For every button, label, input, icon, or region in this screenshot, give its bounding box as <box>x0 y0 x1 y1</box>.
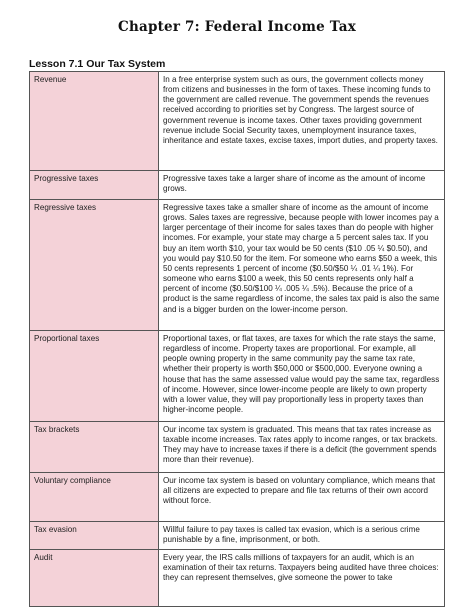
definition-text: Every year, the IRS calls millions of taxpayers for an audit, which is an examination of their tax returns. Taxpayers being audited have three choices: they can represent themselves, give someone the power to take <box>163 553 439 583</box>
definition-text: Willful failure to pay taxes is called tax evasion, which is a serious crime punishable by a fine, imprisonment, or both. <box>163 525 420 545</box>
table-row <box>30 422 445 473</box>
term-cell: Proportional taxes <box>30 331 159 422</box>
definition-cell <box>159 473 445 522</box>
definition-text: Our income tax system is based on voluntary compliance, which means that all citizens are expected to prepare and file tax returns of their own accord without force. <box>163 476 436 506</box>
table-row <box>30 473 445 522</box>
definition-cell <box>159 200 445 331</box>
table-row <box>30 72 445 171</box>
term-cell: Revenue <box>30 72 159 171</box>
term-cell: Audit <box>30 550 159 607</box>
definition-cell <box>159 72 445 171</box>
table-row <box>30 550 445 607</box>
definition-text: Regressive taxes take a smaller share of income as the amount of income grows. Sales taxes are regressive, because people with lower incomes pay a larger percentage of their income for sales taxes than do people with higher incomes. For example, your state may charge a 5 percent sales tax. If you buy an item worth $10, your tax would be 50 cents ($10 .05 ¼ $0.50), and you would pay $10.50 for the item. For someone who earns $50 a week, this 50 cents represents 1 percent of income ($0.50/$50 ¼ .01 ¼ 1%). For someone who earns $100 a week, this 50 cents represents only half a percent of income ($0.50/$100 ¼ .005 ¼ .5%). Because the price of a product is the same regardless of income, the sales tax paid is also the same and is a bigger burden on the lower-income person. <box>163 203 440 314</box>
table-row <box>30 331 445 422</box>
definition-text: Proportional taxes, or flat taxes, are taxes for which the rate stays the same, regardless of income. Property taxes are proportional. For example, all people owning property in the same community pay the same tax rate, whether their property is worth $50,000 or $500,000. Everyone owning a house that has the same assessed value would pay the same tax, regardless of income. However, since lower-income people are likely to own property with a lower value, they will pay proportionally less in property taxes than higher-income people. <box>163 334 440 415</box>
term-cell: Regressive taxes <box>30 200 159 331</box>
definition-cell <box>159 331 445 422</box>
definition-cell <box>159 550 445 607</box>
terms-table <box>29 71 445 607</box>
term-cell: Tax evasion <box>30 522 159 550</box>
definition-text: Our income tax system is graduated. This means that tax rates increase as taxable income increases. Tax rates apply to income ranges, or tax brackets. They may have to increase taxes if there is a deficit (the government spends more than their revenue). <box>163 425 438 465</box>
lesson-heading: Lesson 7.1 Our Tax System <box>29 58 166 70</box>
definition-cell <box>159 522 445 550</box>
table-row <box>30 522 445 550</box>
definition-cell <box>159 422 445 473</box>
chapter-title: Chapter 7: Federal Income Tax <box>118 19 356 35</box>
term-cell: Voluntary compliance <box>30 473 159 522</box>
table-row <box>30 171 445 200</box>
definition-text: Progressive taxes take a larger share of income as the amount of income grows. <box>163 174 426 194</box>
definition-text: In a free enterprise system such as ours, the government collects money from citizens and businesses in the form of taxes. These incoming funds to the government are called revenue. The government spends the revenues received according to priorities set by Congress. The largest source of government revenue is income taxes. Other taxes providing government revenue include Social Security taxes, unemployment insurance taxes, inheritance and estate taxes, excise taxes, import duties, and property taxes. <box>163 75 438 145</box>
table-row <box>30 200 445 331</box>
term-cell: Progressive taxes <box>30 171 159 200</box>
definition-cell <box>159 171 445 200</box>
term-cell: Tax brackets <box>30 422 159 473</box>
